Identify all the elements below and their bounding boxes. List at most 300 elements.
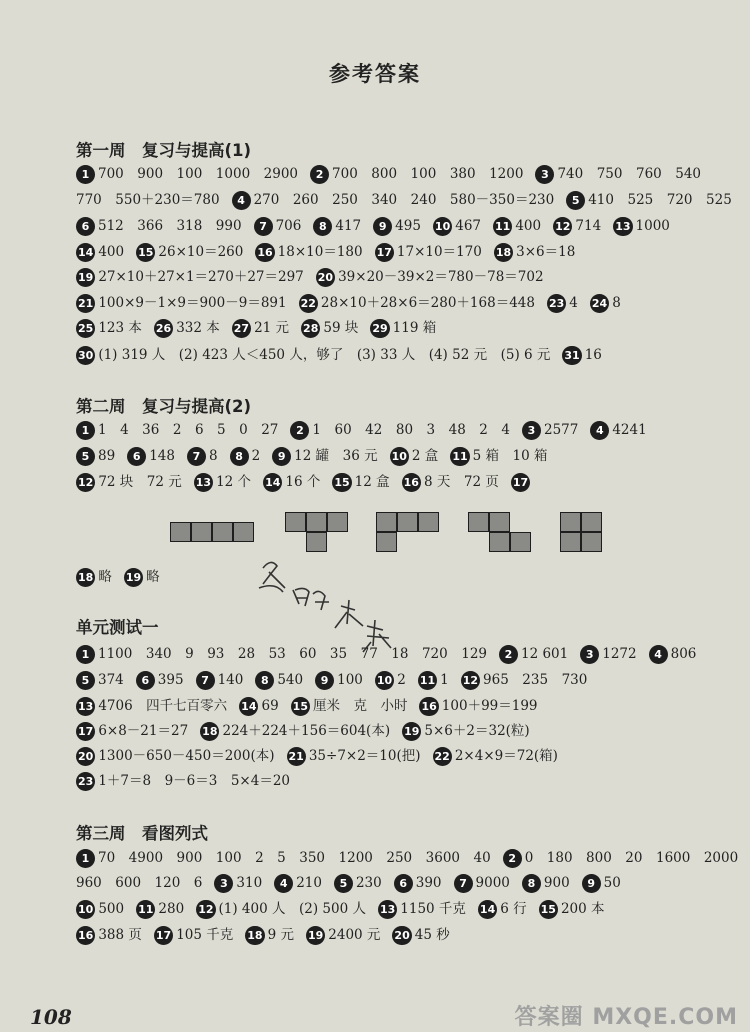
question-number-badge: 6 <box>76 217 95 236</box>
answer-text: 27×10＋27×1＝270＋27＝297 <box>98 269 304 285</box>
answer-item <box>274 875 322 891</box>
question-number-badge: 5 <box>334 874 353 893</box>
answer-item <box>290 422 510 438</box>
answer-text: 1100 340 9 93 28 53 60 35 77 18 720 129 <box>98 646 487 662</box>
answer-text: 270 260 250 340 240 580－350＝230 <box>253 192 555 208</box>
question-number-badge: 28 <box>301 319 320 338</box>
answer-text: 806 <box>670 646 697 662</box>
answer-text: 6 行 <box>500 901 527 917</box>
question-number-badge: 5 <box>566 191 585 210</box>
answer-text: (1) 319 人 (2) 423 人＜450 人，够了 (3) 33 人 (4) 52 元 (5) 6 元 <box>98 347 551 363</box>
answer-line <box>76 472 716 494</box>
answer-item <box>76 698 227 714</box>
answer-item <box>493 218 541 234</box>
answer-text: 1 <box>440 672 449 688</box>
figure-square <box>489 532 510 552</box>
answer-text: 410 525 720 525 <box>588 192 732 208</box>
question-number-badge: 17 <box>154 926 173 945</box>
answer-item <box>76 320 142 336</box>
question-number-badge: 12 <box>553 217 572 236</box>
question-number-badge: 8 <box>313 217 332 236</box>
answer-item <box>375 244 482 260</box>
question-number-badge: 10 <box>390 447 409 466</box>
answer-text: 100＋99＝199 <box>441 698 538 714</box>
question-number-badge: 1 <box>76 421 95 440</box>
figure-square <box>581 512 602 532</box>
figure-square <box>560 532 581 552</box>
question-number-badge: 31 <box>562 346 581 365</box>
question-number-badge: 13 <box>613 217 632 236</box>
question-number-badge: 20 <box>76 747 95 766</box>
answer-text: 12 601 <box>521 646 569 662</box>
question-number-badge: 5 <box>76 671 95 690</box>
answer-item <box>230 448 261 464</box>
answer-text: 12 盒 <box>354 474 390 490</box>
question-number-badge: 7 <box>454 874 473 893</box>
question-number-badge: 9 <box>373 217 392 236</box>
answer-line <box>76 696 716 718</box>
answer-text: 4 <box>569 295 578 311</box>
question-number-badge: 6 <box>394 874 413 893</box>
answer-item <box>390 448 439 464</box>
question-number-badge: 11 <box>450 447 469 466</box>
question-number-badge: 30 <box>76 346 95 365</box>
figure-square <box>376 512 397 532</box>
question-number-badge: 8 <box>522 874 541 893</box>
question-number-badge: 10 <box>375 671 394 690</box>
question-number-badge: 9 <box>582 874 601 893</box>
answer-text: 388 页 <box>98 927 142 943</box>
figure-square <box>418 512 439 532</box>
answer-text: 4706 四千七百零六 <box>98 698 228 714</box>
answer-text: 2 <box>251 448 261 464</box>
answer-item <box>433 218 481 234</box>
answer-text: 495 <box>395 218 421 234</box>
answer-item <box>402 474 499 490</box>
question-number-badge: 21 <box>76 294 95 313</box>
answer-line <box>76 420 716 442</box>
question-number-badge: 7 <box>196 671 215 690</box>
question-number-badge: 17 <box>375 243 394 262</box>
answer-text: 89 <box>98 448 116 464</box>
answer-item <box>419 698 537 714</box>
answer-item <box>154 927 233 943</box>
answer-line <box>76 771 716 793</box>
answer-item <box>232 320 289 336</box>
question-number-badge: 7 <box>187 447 206 466</box>
answer-text: 50 <box>603 875 621 891</box>
question-number-badge: 18 <box>245 926 264 945</box>
answer-text: 5 箱 10 箱 <box>472 448 548 464</box>
answer-item <box>566 192 732 208</box>
figure-square <box>327 512 348 532</box>
answer-item <box>562 347 602 363</box>
answer-item <box>196 672 244 688</box>
answer-item <box>232 192 555 208</box>
answer-text: 706 <box>275 218 302 234</box>
answer-item <box>478 901 527 917</box>
answer-text: 210 <box>296 875 322 891</box>
answer-item <box>287 748 421 764</box>
answer-text: 123 本 <box>98 320 142 336</box>
answer-item <box>461 672 588 688</box>
answer-text: 2×4×9＝72(箱) <box>454 748 558 764</box>
question-number-badge: 8 <box>255 671 274 690</box>
answer-item <box>136 901 184 917</box>
answer-item <box>136 244 243 260</box>
answer-line <box>76 848 739 870</box>
answer-item <box>613 218 670 234</box>
answer-item <box>255 672 303 688</box>
question-number-badge: 3 <box>535 165 554 184</box>
question-number-badge: 17 <box>76 722 95 741</box>
answer-item <box>553 218 601 234</box>
question-number-badge: 2 <box>499 645 518 664</box>
answer-item <box>76 672 124 688</box>
section-heading-week2: 第二周 复习与提高(2) <box>76 397 252 416</box>
question-number-badge: 14 <box>239 697 258 716</box>
question-number-badge: 14 <box>478 900 497 919</box>
answer-item <box>503 850 739 866</box>
answer-item <box>196 901 366 917</box>
answer-text: 1272 <box>602 646 637 662</box>
answer-line <box>76 190 732 212</box>
question-number-badge: 18 <box>494 243 513 262</box>
answer-item <box>76 269 304 285</box>
question-number-badge: 2 <box>290 421 309 440</box>
answer-item <box>394 875 442 891</box>
answer-text: 1 60 42 80 3 48 2 4 <box>312 422 510 438</box>
question-number-badge: 2 <box>503 849 522 868</box>
question-number-badge: 19 <box>124 568 143 587</box>
answer-text: 105 千克 <box>176 927 234 943</box>
answer-item <box>255 244 362 260</box>
question-number-badge: 9 <box>315 671 334 690</box>
answer-item <box>127 448 175 464</box>
answer-text: 18×10＝180 <box>277 244 363 260</box>
question-number-badge: 15 <box>291 697 310 716</box>
question-number-badge: 6 <box>136 671 155 690</box>
answer-item <box>373 218 421 234</box>
answer-item <box>187 448 218 464</box>
figure-square <box>306 512 327 532</box>
answer-text: 39×20－39×2＝780－78＝702 <box>338 269 544 285</box>
answer-text: 417 <box>335 218 362 234</box>
answer-text: 69 <box>261 698 279 714</box>
question-number-badge: 1 <box>76 849 95 868</box>
question-number-badge: 10 <box>433 217 452 236</box>
answer-item <box>522 422 578 438</box>
question-number-badge: 11 <box>493 217 512 236</box>
answer-item <box>310 166 523 182</box>
answer-text: 512 366 318 990 <box>98 218 242 234</box>
answer-text: 1 4 36 2 6 5 0 27 <box>98 422 279 438</box>
answer-item <box>378 901 466 917</box>
answer-text: 900 <box>543 875 570 891</box>
question-number-badge: 18 <box>76 568 95 587</box>
answer-line <box>76 899 716 921</box>
answer-item <box>649 646 697 662</box>
question-number-badge: 3 <box>214 874 233 893</box>
answer-line <box>76 293 716 315</box>
answer-item <box>76 448 115 464</box>
answer-item <box>124 569 160 585</box>
answer-item <box>418 672 449 688</box>
answer-line <box>76 925 716 947</box>
answer-text: 2400 元 <box>328 927 381 943</box>
answer-text: 16 个 <box>285 474 321 490</box>
answer-item <box>299 295 535 311</box>
answer-item <box>499 646 568 662</box>
figure-square <box>285 512 306 532</box>
page-title: 参考答案 <box>329 62 421 86</box>
question-number-badge: 5 <box>76 447 95 466</box>
answer-text: 140 <box>217 672 244 688</box>
question-number-badge: 6 <box>127 447 146 466</box>
answer-item <box>433 748 558 764</box>
answer-text: 700 800 100 380 1200 <box>332 166 524 182</box>
answer-item <box>76 646 487 662</box>
answer-line <box>76 318 716 340</box>
question-number-badge: 22 <box>299 294 318 313</box>
answer-item <box>263 474 320 490</box>
answer-item <box>76 723 188 739</box>
answer-text: 略 <box>98 569 112 585</box>
answer-text: 390 <box>415 875 442 891</box>
answer-text: 9 元 <box>267 927 294 943</box>
figure-square <box>191 522 212 542</box>
answer-line <box>76 267 716 289</box>
question-number-badge: 23 <box>76 772 95 791</box>
question-number-badge: 10 <box>76 900 95 919</box>
answer-item <box>454 875 510 891</box>
answer-item <box>590 422 646 438</box>
question-number-badge: 11 <box>136 900 155 919</box>
question-number-badge: 27 <box>232 319 251 338</box>
answer-item <box>301 320 358 336</box>
answer-text: 8 天 72 页 <box>423 474 499 490</box>
question-number-badge: 16 <box>76 926 95 945</box>
answer-item <box>76 569 112 585</box>
answer-item <box>76 347 550 363</box>
answer-text: 280 <box>158 901 185 917</box>
answer-text: 467 <box>455 218 482 234</box>
answer-text: 45 秒 <box>414 927 450 943</box>
answer-item <box>334 875 382 891</box>
answer-item <box>214 875 262 891</box>
answer-item <box>76 901 124 917</box>
answer-line <box>76 242 716 264</box>
question-number-badge: 19 <box>76 268 95 287</box>
question-number-badge: 23 <box>547 294 566 313</box>
answer-text: 35÷7×2＝10(把) <box>308 748 421 764</box>
answer-text: 960 600 120 6 <box>76 875 203 891</box>
answer-item <box>194 474 251 490</box>
section-heading-unit-test: 单元测试一 <box>76 618 159 637</box>
handwriting-scribble <box>255 548 405 658</box>
answer-text: 2 <box>397 672 406 688</box>
question-number-badge: 29 <box>370 319 389 338</box>
answer-item <box>245 927 294 943</box>
answer-text: 400 <box>515 218 542 234</box>
question-number-badge: 16 <box>419 697 438 716</box>
answer-text: 500 <box>98 901 125 917</box>
answer-text: 374 <box>98 672 124 688</box>
answer-text: 1300－650－450＝200(本) <box>98 748 275 764</box>
figure-square <box>170 522 191 542</box>
answer-item <box>76 422 278 438</box>
answer-text: 700 900 100 1000 2900 <box>98 166 299 182</box>
question-number-badge: 22 <box>433 747 452 766</box>
answer-text: 714 <box>575 218 602 234</box>
answer-item <box>76 166 298 182</box>
answer-item <box>582 875 621 891</box>
answer-line <box>76 446 716 468</box>
question-number-badge: 1 <box>76 645 95 664</box>
answer-text: 3×6＝18 <box>516 244 576 260</box>
answer-text: 1150 千克 <box>400 901 466 917</box>
answer-line <box>76 644 716 666</box>
answer-text: 148 <box>149 448 175 464</box>
section-heading-week1: 第一周 复习与提高(1) <box>76 141 252 160</box>
answer-item <box>316 269 544 285</box>
answer-item <box>254 218 302 234</box>
question-number-badge: 25 <box>76 319 95 338</box>
question-number-badge: 26 <box>154 319 173 338</box>
answer-text: 72 块 72 元 <box>98 474 182 490</box>
answer-text: 5×6＋2＝32(粒) <box>424 723 530 739</box>
answer-text: 400 <box>98 244 125 260</box>
question-number-badge: 4 <box>649 645 668 664</box>
answer-item <box>392 927 449 943</box>
figure-square <box>510 532 531 552</box>
answer-item <box>76 850 491 866</box>
answer-item <box>76 927 142 943</box>
answer-item <box>402 723 530 739</box>
question-number-badge: 18 <box>200 722 219 741</box>
answer-text: 2 盒 <box>411 448 439 464</box>
question-number-badge: 20 <box>392 926 411 945</box>
question-number-badge: 3 <box>522 421 541 440</box>
answer-item <box>76 295 287 311</box>
answer-text: 70 4900 900 100 2 5 350 1200 250 3600 40 <box>98 850 491 866</box>
question-number-badge: 19 <box>402 722 421 741</box>
answer-item <box>76 192 220 208</box>
answer-text: 16 <box>584 347 602 363</box>
answer-text: 230 <box>355 875 382 891</box>
answer-line <box>76 216 716 238</box>
page-number: 108 <box>30 1005 72 1029</box>
question-number-badge: 16 <box>255 243 274 262</box>
figure-square <box>468 512 489 532</box>
question-number-badge: 4 <box>274 874 293 893</box>
answer-text: 12 个 <box>216 474 252 490</box>
answer-text: 1000 <box>635 218 670 234</box>
answer-item <box>76 748 275 764</box>
question-number-badge: 9 <box>272 447 291 466</box>
answer-text: 28×10＋28×6＝280＋168＝448 <box>320 295 535 311</box>
answer-text: 1＋7＝8 9－6＝3 5×4＝20 <box>98 773 291 789</box>
answer-item <box>76 474 182 490</box>
answer-item <box>76 875 202 891</box>
answer-text: 395 <box>157 672 184 688</box>
question-number-badge: 15 <box>539 900 558 919</box>
answer-text: 2577 <box>543 422 579 438</box>
answer-text: 59 块 <box>323 320 359 336</box>
answer-text: 9000 <box>475 875 510 891</box>
answer-item <box>313 218 361 234</box>
answer-text: 厘米 克 小时 <box>312 698 408 714</box>
question-number-badge: 14 <box>76 243 95 262</box>
answer-item <box>200 723 390 739</box>
answer-text: 965 235 730 <box>483 672 588 688</box>
answer-item <box>547 295 578 311</box>
answer-item <box>375 672 406 688</box>
question-number-badge: 15 <box>332 473 351 492</box>
figure-square <box>560 512 581 532</box>
answer-item <box>154 320 220 336</box>
figure-square <box>581 532 602 552</box>
answer-item <box>239 698 279 714</box>
answer-line <box>76 164 716 186</box>
answer-item <box>291 698 408 714</box>
question-number-badge: 2 <box>310 165 329 184</box>
answer-text: 21 元 <box>254 320 290 336</box>
answer-line <box>76 721 716 743</box>
question-number-badge: 15 <box>136 243 155 262</box>
question-number-badge: 12 <box>76 473 95 492</box>
answer-line <box>76 873 716 895</box>
question-number-badge: 20 <box>316 268 335 287</box>
answer-line <box>76 345 716 367</box>
answer-item <box>136 672 184 688</box>
answer-text: 200 本 <box>560 901 605 917</box>
question-number-badge: 4 <box>590 421 609 440</box>
answer-text: 0 180 800 20 1600 2000 <box>524 850 739 866</box>
question-number-badge: 16 <box>402 473 421 492</box>
answer-text: 8 <box>612 295 621 311</box>
answer-text: 310 <box>236 875 263 891</box>
answer-text: (1) 400 人 (2) 500 人 <box>218 901 366 917</box>
answer-text: 740 750 760 540 <box>557 166 702 182</box>
figure-square <box>212 522 233 542</box>
answer-item <box>580 646 636 662</box>
question-number-badge: 7 <box>254 217 273 236</box>
figure-square <box>233 522 254 542</box>
question-number-badge: 4 <box>232 191 251 210</box>
answer-item <box>590 295 621 311</box>
answer-item <box>272 448 377 464</box>
answer-text: 4241 <box>612 422 647 438</box>
figure-square <box>489 512 510 532</box>
question-number-badge: 24 <box>590 294 609 313</box>
question-number-badge: 19 <box>306 926 325 945</box>
question-number-badge: 14 <box>263 473 282 492</box>
answer-line <box>76 670 716 692</box>
answer-item <box>306 927 380 943</box>
answer-text: 17×10＝170 <box>396 244 482 260</box>
answer-text: 12 罐 36 元 <box>294 448 378 464</box>
answer-text: 224＋224＋156＝604(本) <box>222 723 391 739</box>
answer-item <box>511 474 533 490</box>
answer-text: 332 本 <box>176 320 220 336</box>
question-number-badge: 17 <box>511 473 530 492</box>
answer-item <box>522 875 570 891</box>
question-number-badge: 12 <box>461 671 480 690</box>
question-number-badge: 1 <box>76 165 95 184</box>
answer-text: 770 550＋230＝780 <box>76 192 220 208</box>
answer-item <box>315 672 363 688</box>
